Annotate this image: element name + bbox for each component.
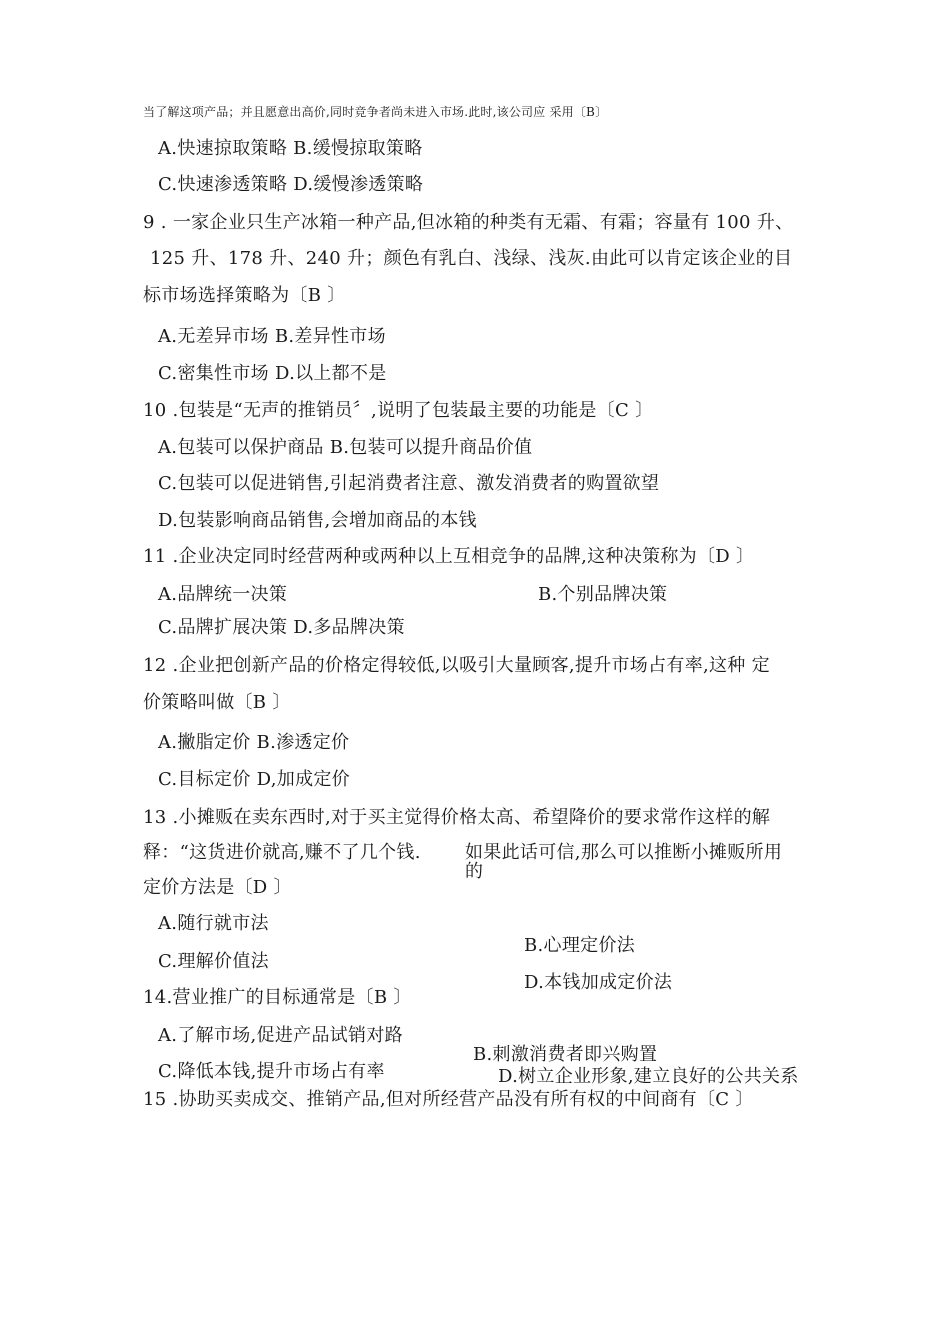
q10-option-ab: A.包装可以保护商品 B.包装可以提升商品价值: [158, 437, 533, 458]
q9-line-3: 标市场选择策略为〔B 〕: [143, 285, 346, 306]
q14-option-b: B.刺激消费者即兴购置: [473, 1044, 658, 1065]
q10-line: 10 .包装是“无声的推销员〞,说明了包装最主要的功能是〔C 〕: [143, 400, 654, 421]
q13-line-2b: 如果此话可信,那么可以推断小摊贩所用: [465, 842, 783, 863]
q8-option-cd: C.快速渗透策略 D.缓慢渗透策略: [158, 174, 424, 195]
q12-line-2: 价策略叫做〔B 〕: [143, 692, 291, 713]
q13-option-c: C.理解价值法: [158, 951, 269, 972]
q13-option-b: B.心理定价法: [524, 935, 636, 956]
q11-option-b: B.个别品牌决策: [538, 584, 668, 605]
q13-line-3: 定价方法是〔D 〕: [143, 877, 292, 898]
q11-line: 11 .企业决定同时经营两种或两种以上互相竞争的品牌,这种决策称为〔D 〕: [143, 546, 755, 567]
q14-option-a: A.了解市场,促进产品试销对路: [158, 1025, 403, 1046]
intro-line: 当了解这项产品；并且愿意出高价,同时竞争者尚未进入市场.此时,该公司应 采用〔B〕: [143, 105, 608, 119]
q9-option-ab: A.无差异市场 B.差异性市场: [158, 326, 386, 347]
q9-line-1: 9 . 一家企业只生产冰箱一种产品,但冰箱的种类有无霜、有霜；容量有 100 升、: [143, 212, 794, 233]
q14-line: 14.营业推广的目标通常是〔B 〕: [143, 987, 412, 1008]
q14-option-c: C.降低本钱,提升市场占有率: [158, 1061, 385, 1082]
q10-option-d: D.包装影响商品销售,会增加商品的本钱: [158, 510, 477, 531]
q13-option-a: A.随行就市法: [158, 913, 269, 934]
q13-line-2a: 释：“这货进价就高,赚不了几个钱.: [143, 842, 421, 863]
q13-line-2c: 的: [465, 861, 484, 882]
q12-line-1: 12 .企业把创新产品的价格定得较低,以吸引大量顾客,提升市场占有率,这种 定: [143, 655, 770, 676]
q8-option-ab: A.快速掠取策略 B.缓慢掠取策略: [158, 138, 423, 159]
q12-option-ab: A.撇脂定价 B.渗透定价: [158, 732, 350, 753]
q11-option-a: A.品牌统一决策: [158, 584, 288, 605]
q13-line-1: 13 .小摊贩在卖东西时,对于买主觉得价格太高、希望降价的要求常作这样的解: [143, 807, 771, 828]
q9-line-2: 125 升、178 升、240 升；颜色有乳白、浅绿、浅灰.由此可以肯定该企业的目: [150, 248, 793, 269]
q10-option-c: C.包装可以促进销售,引起消费者注意、激发消费者的购置欲望: [158, 473, 660, 494]
q12-option-cd: C.目标定价 D,加成定价: [158, 769, 350, 790]
q14-option-d-clipped: [498, 1066, 799, 1088]
q9-option-cd: C.密集性市场 D.以上都不是: [158, 363, 387, 384]
q15-line: 15 .协助买卖成交、推销产品,但对所经营产品没有所有权的中间商有〔C 〕: [143, 1089, 754, 1110]
q14-option-d-text: D.树立企业形象,建立良好的公共关系: [498, 1066, 799, 1087]
q13-option-d: D.本钱加成定价法: [524, 972, 673, 993]
q11-option-cd: C.品牌扩展决策 D.多品牌决策: [158, 617, 405, 638]
